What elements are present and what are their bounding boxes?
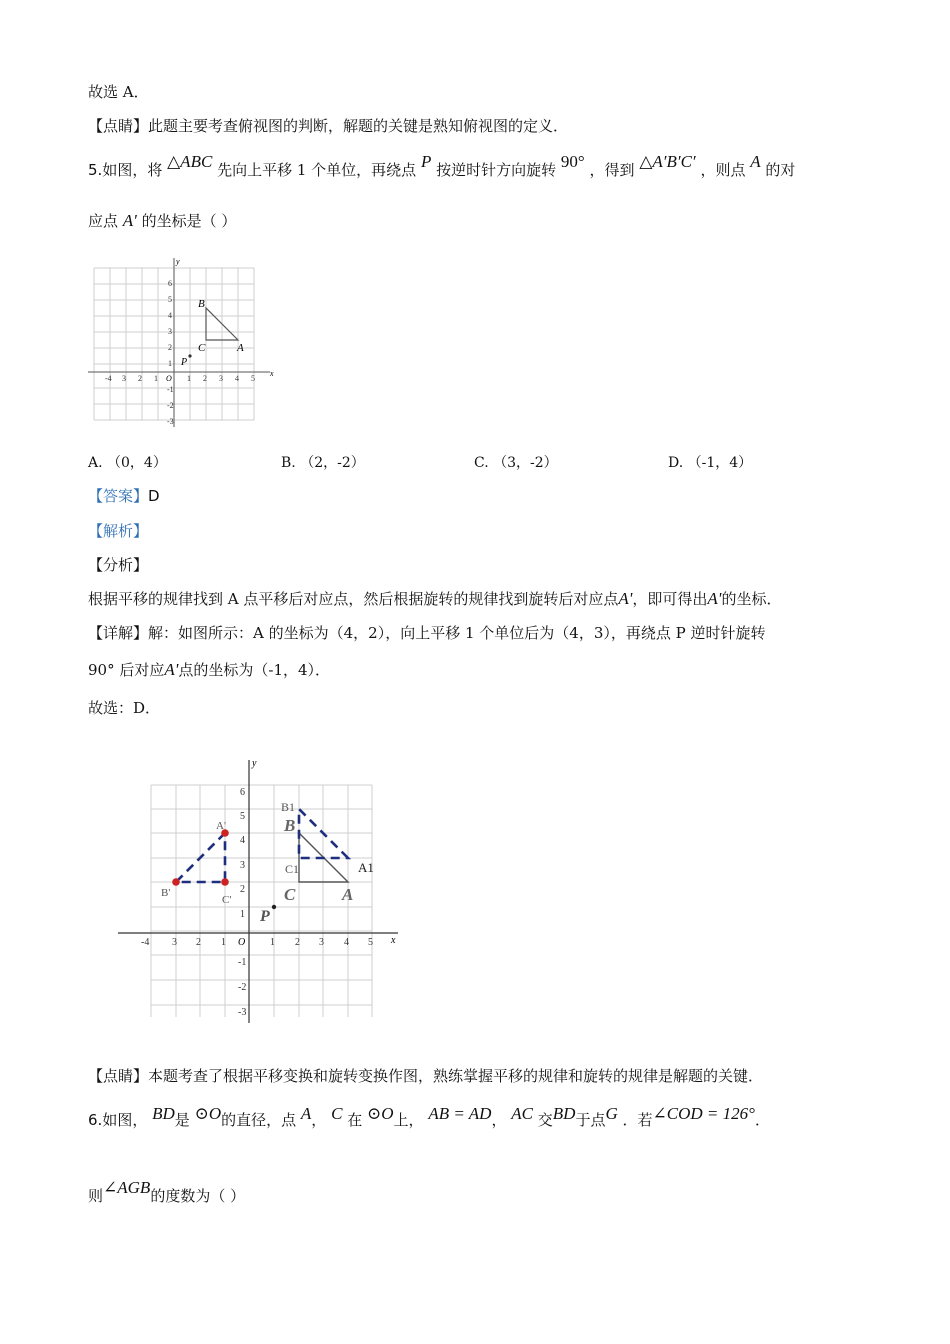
- q6-text: 交: [537, 1111, 553, 1129]
- option-d[interactable]: D. （-1，4）: [668, 455, 753, 471]
- coordinate-graph-2: [118, 755, 408, 1025]
- coordinate-graph-1: [88, 255, 278, 430]
- text-line-conclusion: 故选 A．: [88, 83, 149, 101]
- point-a-prime: A': [164, 660, 179, 679]
- label-b: B: [284, 816, 296, 835]
- segment-ac: AC: [511, 1104, 533, 1123]
- triangle-abc: △ABC: [167, 152, 213, 171]
- label-b1: B1: [281, 800, 296, 814]
- detail-part: 90° 后对应: [88, 661, 165, 679]
- point-p: P: [420, 152, 432, 171]
- detail-line1: 【详解】解：如图所示：A 的坐标为（4，2），向上平移 1 个单位后为（4，3），再绕点 P 逆时针旋转: [88, 624, 766, 642]
- y-axis-label: y: [252, 758, 257, 769]
- q5-text: 的坐标是（ ）: [141, 212, 237, 230]
- circle-o: ⊙O: [367, 1104, 394, 1123]
- point-a: A: [300, 1104, 312, 1123]
- point-a-prime: A': [618, 589, 633, 608]
- origin-label: O: [166, 374, 172, 383]
- question-6-line1: [88, 1104, 770, 1130]
- fenxi-part: ，即可得出: [632, 590, 708, 608]
- y-tick: -1: [167, 385, 174, 394]
- x-tick: 3: [319, 937, 324, 948]
- analysis-label: 【解析】: [88, 522, 149, 540]
- angle-90: 90°: [560, 152, 585, 171]
- y-tick: 1: [240, 909, 245, 920]
- y-tick: -2: [167, 401, 174, 410]
- y-tick: 6: [168, 279, 172, 288]
- detail-line2: [88, 660, 330, 680]
- q5-text: .如图，将: [97, 161, 163, 179]
- point-c-prime-dot: [221, 878, 229, 886]
- q6-text: 上，: [393, 1111, 424, 1129]
- label-c1: C1: [285, 862, 300, 876]
- q6-text: ，: [491, 1111, 507, 1129]
- point-a: A: [750, 152, 761, 171]
- q6-text: 在: [347, 1111, 363, 1129]
- origin-label: O: [238, 937, 246, 948]
- label-c: C: [284, 885, 296, 904]
- x-tick: 2: [196, 937, 201, 948]
- label-a: A: [237, 342, 244, 354]
- x-tick: 5: [251, 374, 255, 383]
- option-c[interactable]: C. （3，-2）: [474, 455, 558, 471]
- dianjing-line: 【点睛】本题考查了根据平移变换和旋转变换作图，熟练掌握平移的规律和旋转的规律是解题的关键．: [88, 1067, 764, 1085]
- option-b[interactable]: B. （2，-2）: [281, 455, 365, 471]
- y-tick: 4: [240, 835, 245, 846]
- y-tick: 6: [240, 787, 245, 798]
- fenxi-part: 根据平移的规律找到 A 点平移后对应点，然后根据旋转的规律找到旋转后对应点: [88, 590, 619, 608]
- y-tick: -3: [238, 1007, 247, 1018]
- answer-line: [88, 486, 160, 506]
- angle-cod: ∠COD = 126°: [652, 1104, 755, 1123]
- question-6-line2: [88, 1178, 246, 1206]
- x-tick: 4: [235, 374, 239, 383]
- label-p: P: [181, 357, 188, 368]
- x-tick: 1: [154, 374, 158, 383]
- q5-text: 应点: [88, 212, 119, 230]
- segment-bd: BD: [152, 1104, 175, 1123]
- point-p-dot: [272, 905, 276, 909]
- label-c: C: [198, 342, 206, 354]
- angle-agb: ∠AGB: [103, 1178, 151, 1197]
- circle-o: ⊙O: [194, 1104, 222, 1123]
- label-b-prime: B': [161, 887, 171, 899]
- detail-part: 点的坐标为（-1，4）．: [178, 661, 331, 679]
- y-tick: -2: [238, 982, 247, 993]
- label-a-prime: A': [216, 820, 226, 832]
- segment-bd: BD: [552, 1104, 576, 1123]
- question-5-line1: [88, 152, 796, 180]
- y-tick: 5: [240, 811, 245, 822]
- answer-value: D: [148, 487, 160, 505]
- y-tick: 2: [168, 343, 172, 352]
- y-tick: 4: [168, 311, 172, 320]
- q6-text: ．若: [622, 1111, 653, 1129]
- label-a1: A1: [358, 860, 374, 875]
- q6-text: 于点: [575, 1111, 606, 1129]
- x-tick: 3: [219, 374, 223, 383]
- x-tick: 2: [295, 937, 300, 948]
- x-tick: -4: [105, 374, 112, 383]
- q6-text: 则: [88, 1187, 104, 1205]
- text-line-dianjing: 【点睛】此题主要考查俯视图的判断，解题的关键是熟知俯视图的定义．: [88, 117, 569, 135]
- label-a: A: [342, 885, 354, 904]
- label-b: B: [198, 298, 205, 310]
- x-tick: 3: [122, 374, 126, 383]
- q6-text: 是: [174, 1111, 190, 1129]
- fenxi-part: 的坐标．: [721, 590, 782, 608]
- arc-equation: AB = AD: [428, 1104, 492, 1123]
- y-tick: -1: [238, 957, 247, 968]
- q5-text: ，则点: [700, 161, 746, 179]
- point-b-prime-dot: [172, 878, 180, 886]
- y-tick: 5: [168, 295, 172, 304]
- fenxi-text: [88, 589, 781, 609]
- x-tick: 1: [221, 937, 226, 948]
- label-p: P: [260, 908, 270, 925]
- point-c: C: [331, 1104, 343, 1123]
- pick-line: 故选：D．: [88, 699, 161, 717]
- x-axis-label: x: [270, 369, 274, 378]
- x-tick: 2: [138, 374, 142, 383]
- point-a-prime: A': [707, 589, 722, 608]
- q6-text: 的度数为（ ）: [150, 1187, 246, 1205]
- x-tick: 1: [270, 937, 275, 948]
- q5-text: 的对: [765, 161, 796, 179]
- option-a[interactable]: A. （0，4）: [88, 455, 167, 471]
- q6-text: ．: [754, 1111, 770, 1129]
- question-number: 6: [88, 1111, 98, 1129]
- question-number: 5: [88, 161, 98, 179]
- answer-label: 【答案】: [88, 487, 149, 505]
- label-c-prime: C': [222, 894, 232, 906]
- q5-text: 先向上平移 1 个单位，再绕点: [217, 161, 417, 179]
- fenxi-label: 【分析】: [88, 556, 149, 574]
- x-tick: 1: [187, 374, 191, 383]
- q6-text: .如图，: [97, 1111, 148, 1129]
- q6-text: 的直径，点: [221, 1111, 297, 1129]
- q5-text: 按逆时针方向旋转: [436, 161, 557, 179]
- y-tick: -3: [167, 417, 174, 426]
- y-axis-label: y: [176, 257, 180, 266]
- point-p-dot: [188, 354, 191, 357]
- x-axis-label: x: [391, 935, 396, 946]
- x-tick: 2: [203, 374, 207, 383]
- y-tick: 3: [168, 327, 172, 336]
- q6-text: ，: [311, 1111, 327, 1129]
- y-tick: 3: [240, 860, 245, 871]
- question-5-line2: [88, 211, 236, 231]
- y-tick: 2: [240, 884, 245, 895]
- triangle-abc-prime: △A′B′C′: [639, 152, 696, 171]
- x-tick: -4: [141, 937, 150, 948]
- point-a-prime: A': [122, 211, 137, 230]
- y-tick: 1: [168, 359, 172, 368]
- q5-text: ，得到: [589, 161, 635, 179]
- x-tick: 4: [344, 937, 349, 948]
- x-tick: 3: [172, 937, 177, 948]
- x-tick: 5: [368, 937, 373, 948]
- point-g: G: [605, 1104, 618, 1123]
